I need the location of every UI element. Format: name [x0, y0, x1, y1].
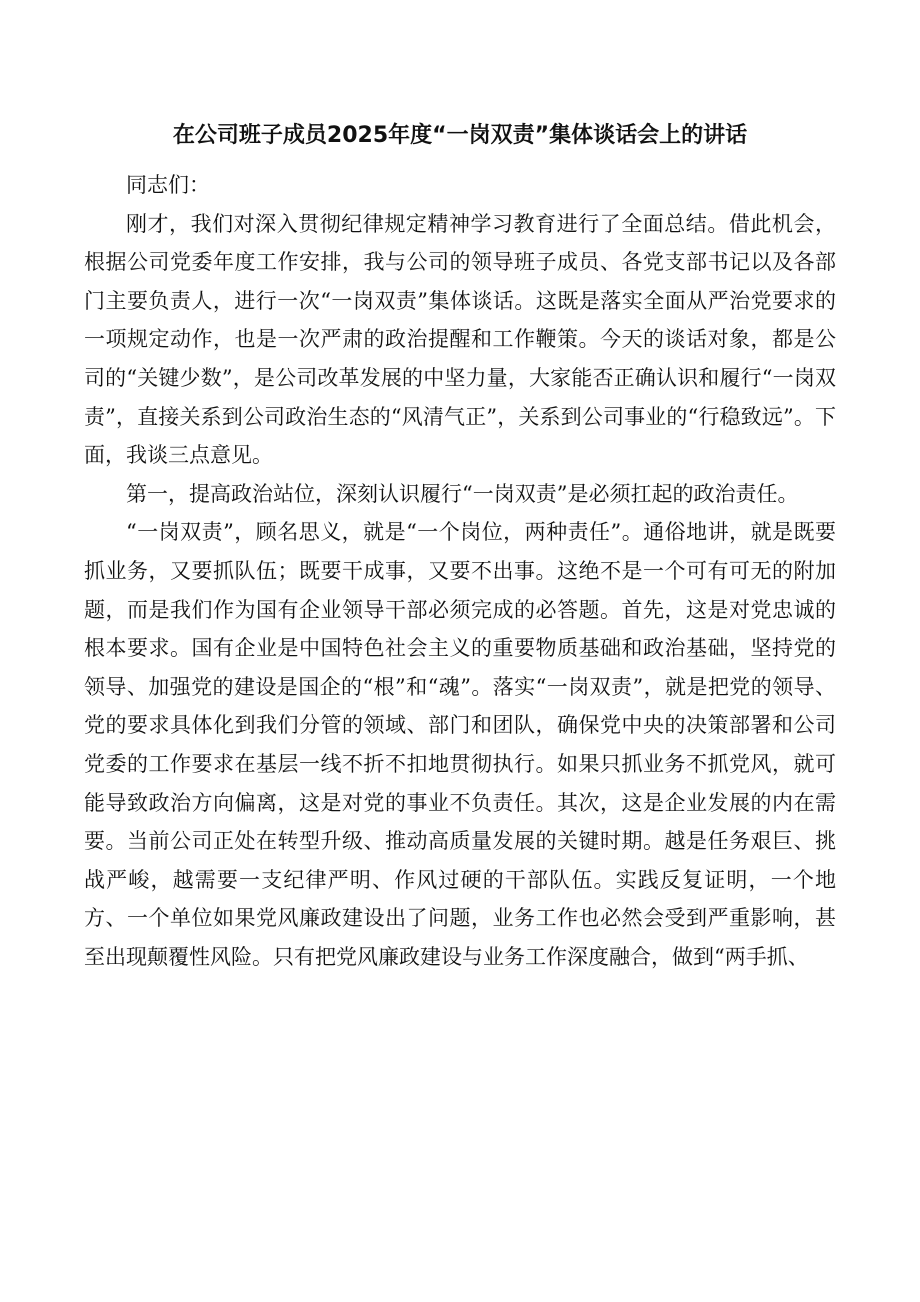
- salutation-paragraph: 同志们：: [126, 173, 210, 197]
- section-heading-paragraph: 第一，提高政治站位，深刻认识履行“一岗双责”是必须扛起的政治责任。: [126, 481, 799, 506]
- document-title: 在公司班子成员2025年度“一岗双责”集体谈话会上的讲话: [172, 123, 748, 148]
- body-paragraph: “一岗双责”，顾名思义，就是“一个岗位，两种责任”。通俗地讲，就是既要抓业务，又要抓队伍；既要干成事，又要不出事。这绝不是一个可有可无的附加题，而是我们作为国有企业领导干部必须完成的必答题。首先，这是对党忠诚的根本要求。国有企业是中国特色社会主义的重要物质基础和政治基础，坚持党的领导、加强党的建设是国企的“根”和“魂”。落实“一岗双责”，就是把党的领导、党的要求具体化到我们分管的领域、部门和团队，确保党中央的决策部署和公司党委的工作要求在基层一线不折不扣地贯彻执行。如果只抓业务不抓党风，就可能导致政治方向偏离，这是对党的事业不负责任。其次，这是企业发展的内在需要。当前公司正处在转型升级、推动高质量发展的关键时期。越是任务艰巨、挑战严峻，越需要一支纪律严明、作风过硬的干部队伍。实践反复证明，一个地方、一个单位如果党风廉政建设出了问题，业务工作也必然会受到严重影响，甚至出现颠覆性风险。只有把党风廉政建设与业务工作深度融合，做到“两手抓、: [84, 520, 836, 969]
- opening-paragraph: 刚才，我们对深入贯彻纪律规定精神学习教育进行了全面总结。借此机会，根据公司党委年度工作安排，我与公司的领导班子成员、各党支部书记以及各部门主要负责人，进行一次“一岗双责”集体谈话。这既是落实全面从严治党要求的一项规定动作，也是一次严肃的政治提醒和工作鞭策。今天的谈话对象，都是公司的“关键少数”，是公司改革发展的中坚力量，大家能否正确认识和履行“一岗双责”，直接关系到公司政治生态的“风清气正”，关系到公司事业的“行稳致远”。下面，我谈三点意见。: [84, 211, 836, 468]
- document-body: [84, 166, 836, 976]
